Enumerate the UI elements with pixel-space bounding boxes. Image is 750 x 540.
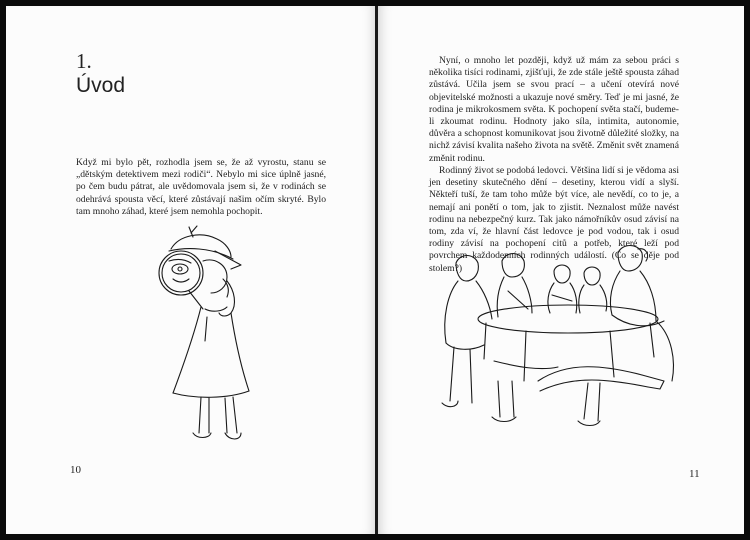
book-spread	[6, 6, 744, 534]
right-page	[378, 6, 744, 534]
chapter-title: Úvod	[76, 74, 126, 97]
body-paragraph-1: Nyní, o mnoho let později, když už mám za sebou práci s několika tisíci rodinami, zjišťuji, že zde stále ještě spousta záhad zůstává. Učila jsem se svou prací – a učení otevírá nové objevitelské možnosti a ukazuje nové směry. Teď je mi jasné, že rodina je mikrokosmem světa. K pochopení světa stačí, budeme-li zkoumat rodinu. Hodnoty jako síla, intimita, autonomie, důvěra a schopnost komunikovat jsou životně důležité složky, na nichž závisí kvalita našeho života na světě. Změnit svět znamená změnit rodinu.	[429, 55, 679, 164]
intro-paragraph: Když mi bylo pět, rozhodla jsem se, že až vyrostu, stanu se „dětským detektivem mezi rodiči“. Nebylo mi sice úplně jasné, po čem budu pátrat, ale uvědomovala jsem si, že v rodinách se odehrává spousta věcí, které zůstávají našim očím skryté. Bylo tam mnoho záhad, které jsem nemohla pochopit.	[76, 157, 326, 217]
left-page	[6, 6, 376, 534]
body-paragraph-2: Rodinný život se podobá ledovci. Většina lidí si je vědoma asi jen desetiny skutečného dění – desetiny, kterou vidí a slyší. Někteří tuší, že tam toho může být více, ale nevědí, co to je, a nemají ani ponětí o tom, jak to zjistit. Neznalost může navést rodinu na nebezpečný kurz. Tak jako námořníkův osud závisí na tom, zda ví, že hlavní část ledovce je pod vodou, tak i osud rodiny závisí na pochopení citů a potřeb, které leží pod povrchem každodenních rodinných událostí. (Co se děje pod stolem?)	[429, 165, 679, 274]
chapter-number: 1.	[76, 49, 92, 73]
page-number-left: 10	[70, 464, 81, 476]
page-number-right: 11	[689, 468, 700, 480]
girl-detective-illustration	[131, 221, 276, 456]
family-table-illustration	[428, 231, 703, 431]
